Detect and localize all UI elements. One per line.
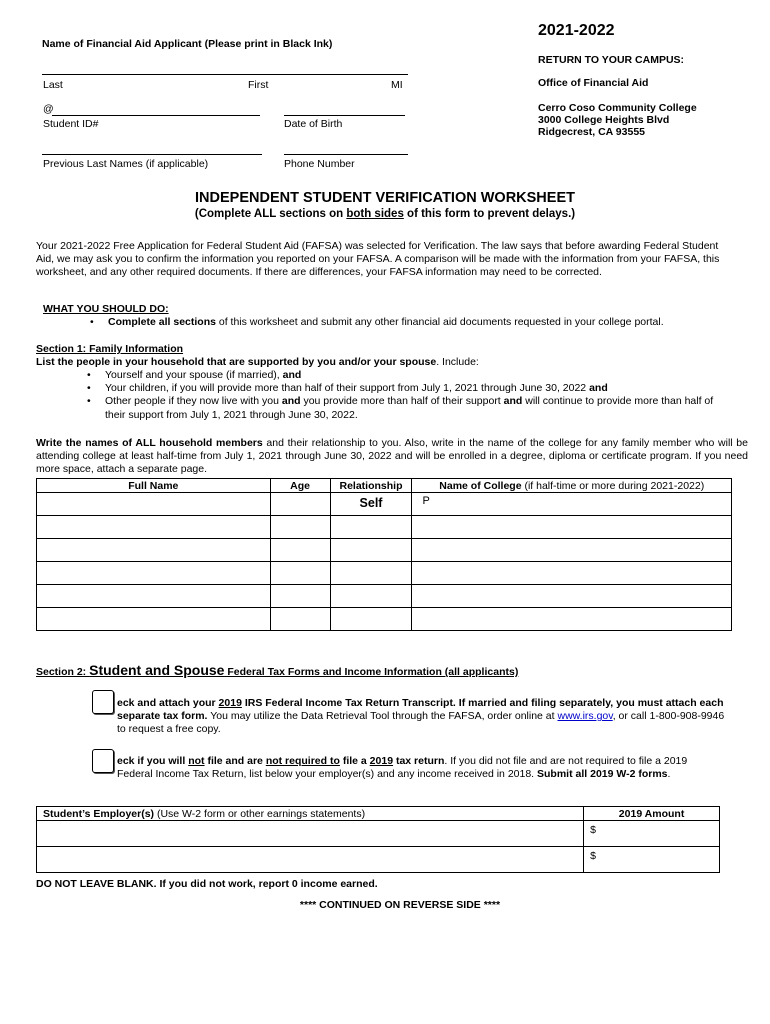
- name-cell[interactable]: [37, 585, 271, 608]
- table-row: [37, 562, 732, 585]
- worksheet-subtitle: [0, 208, 770, 220]
- non-filer-text: [117, 755, 707, 781]
- header-college-bold: Name of College: [439, 479, 522, 492]
- age-cell[interactable]: [270, 585, 330, 608]
- employer-row: [37, 847, 720, 873]
- name-field[interactable]: [42, 74, 408, 75]
- criteria-item: [105, 382, 730, 395]
- criteria-bold: and: [281, 395, 301, 408]
- criteria-bold: and: [589, 382, 608, 395]
- subtitle-pre: (Complete ALL sections on: [194, 208, 347, 220]
- header-college-rest: (if half-time or more during 2021-2022): [521, 479, 705, 492]
- what-to-do-rest: of this worksheet and submit any other financial aid documents requested in your college portal.: [215, 316, 664, 328]
- non-filer-checkbox[interactable]: [92, 749, 114, 773]
- check2-bold: file and are: [204, 755, 266, 767]
- what-to-do-bold: Complete all sections: [108, 316, 216, 328]
- what-to-do-item: [108, 316, 728, 329]
- return-label: RETURN TO YOUR CAMPUS:: [538, 54, 685, 66]
- previous-names-label: Previous Last Names (if applicable): [43, 158, 209, 170]
- phone-field[interactable]: [284, 154, 408, 155]
- employer-header-bold: Student’s Employer(s): [43, 807, 155, 820]
- name-cell[interactable]: [37, 608, 271, 631]
- criteria-text: Yourself and your spouse (if married),: [105, 369, 283, 381]
- college-cell[interactable]: [412, 608, 732, 631]
- subtitle-underlined: both sides: [346, 208, 404, 220]
- check1-bold: IRS Federal Income Tax Return Transcript. If married and filing separately, you must attach each separate tax form.: [117, 697, 724, 723]
- dob-label: Date of Birth: [284, 118, 343, 130]
- award-year: 2021-2022: [538, 22, 615, 39]
- section2-heading-pre: Section 2:: [36, 666, 90, 678]
- amount-header: 2019 Amount: [584, 807, 720, 821]
- section1-intro-bold: List the people in your household that are supported by you and/or your spouse: [36, 356, 437, 368]
- tax-transcript-checkbox[interactable]: [92, 690, 114, 714]
- table-row: [37, 608, 732, 631]
- college-cell[interactable]: [412, 516, 732, 539]
- relationship-cell[interactable]: [330, 585, 412, 608]
- amount-cell[interactable]: $: [584, 847, 720, 873]
- previous-names-field[interactable]: [42, 154, 262, 155]
- table-row: [37, 493, 732, 516]
- subtitle-post: of this form to prevent delays.): [403, 208, 576, 220]
- last-label: Last: [43, 79, 63, 91]
- section1-intro-rest: . Include:: [436, 356, 479, 368]
- phone-label: Phone Number: [284, 158, 355, 170]
- criteria-text: you provide more than half of their support: [300, 395, 504, 408]
- age-cell[interactable]: [270, 493, 330, 516]
- section1-heading: Section 1: Family Information: [36, 343, 184, 355]
- employer-row: [37, 821, 720, 847]
- household-instructions: [36, 437, 748, 477]
- at-sign: @: [43, 103, 54, 115]
- student-id-label: Student ID#: [43, 118, 99, 130]
- age-cell[interactable]: [270, 608, 330, 631]
- intro-paragraph: Your 2021-2022 Free Application for Federal Student Aid (FAFSA) was selected for Verification. The law says that before awarding Federal Student Aid, we may ask you to confirm the information you reported on your FAFSA. A comparison will be made with the information from your FAFSA, this worksheet, and any other required documents. If there are differences, your FAFSA information may need to be corrected.: [36, 240, 720, 279]
- employer-header-row: [37, 807, 720, 821]
- irs-link[interactable]: www.irs.gov: [557, 710, 613, 723]
- check2-underlined: 2019: [369, 755, 394, 767]
- criteria-text: Other people if they now live with you: [105, 395, 282, 408]
- student-id-field[interactable]: [52, 115, 260, 116]
- table-row: [37, 585, 732, 608]
- check2-final: Submit all 2019 W-2 forms: [537, 768, 668, 781]
- check1-rest: You may utilize the Data Retrieval Tool through the FAFSA, order online at: [207, 710, 558, 723]
- criteria-text: Your children, if you will provide more than half of their support from July 1, 2021 through June 30, 2022: [105, 382, 590, 395]
- employer-header: [37, 807, 584, 821]
- tax-transcript-text: [117, 697, 732, 737]
- name-cell[interactable]: [37, 539, 271, 562]
- table-row: [37, 516, 732, 539]
- criteria-text: will continue to provide more than half of their support from July 1, 2021 through June 30, 2022.: [105, 395, 714, 421]
- header-college: [412, 479, 732, 493]
- criteria-bold: and: [282, 369, 302, 381]
- relationship-cell[interactable]: [330, 516, 412, 539]
- relationship-cell[interactable]: [330, 562, 412, 585]
- household-instructions-bold: Write the names of ALL household members: [36, 437, 263, 449]
- header-full-name: Full Name: [37, 479, 271, 493]
- check2-bold: file a: [339, 755, 370, 767]
- age-cell[interactable]: [270, 516, 330, 539]
- first-label: First: [248, 79, 269, 91]
- check1-year: 2019: [218, 697, 242, 709]
- employer-cell[interactable]: [37, 847, 584, 873]
- campus-address: [538, 102, 697, 138]
- table-row: [37, 539, 732, 562]
- check1-end: , or call 1-800-908-9946 to request a free copy.: [117, 710, 725, 736]
- dob-field[interactable]: [284, 115, 405, 116]
- check2-underlined: not required to: [265, 755, 340, 767]
- household-instructions-rest: and their relationship to you. Also, write in the name of the college for any family member who will be attending college at least half-time from July 1, 2021 through June 30, 2022 and will be enrolled in a degree, diploma or certificate program. If you need more space, attach a separate page.: [36, 437, 748, 476]
- section2-heading-big: Student and Spouse: [89, 662, 225, 678]
- mi-label: MI: [391, 79, 403, 91]
- name-cell[interactable]: [37, 516, 271, 539]
- table-header-row: [37, 479, 732, 493]
- college-cell[interactable]: [412, 585, 732, 608]
- check2-bold: eck if you will: [117, 755, 189, 767]
- check2-dot: .: [667, 768, 671, 781]
- employer-header-rest: (Use W-2 form or other earnings statements): [154, 807, 366, 820]
- relationship-cell[interactable]: [330, 608, 412, 631]
- what-to-do-list: [108, 316, 728, 329]
- header-age: Age: [270, 479, 330, 493]
- section1-intro: [36, 356, 479, 368]
- continued-note: **** CONTINUED ON REVERSE SIDE ****: [299, 899, 501, 911]
- office-name: Office of Financial Aid: [538, 77, 649, 89]
- criteria-bold: and: [503, 395, 523, 408]
- relationship-cell: Self: [330, 493, 412, 516]
- worksheet-title: INDEPENDENT STUDENT VERIFICATION WORKSHEET: [195, 190, 575, 206]
- criteria-item: [105, 369, 730, 382]
- check2-underlined: not: [188, 755, 205, 767]
- college-cell[interactable]: P: [412, 493, 732, 516]
- age-cell[interactable]: [270, 562, 330, 585]
- amount-cell[interactable]: $: [584, 821, 720, 847]
- header-relationship: Relationship: [330, 479, 412, 493]
- section2-heading: [36, 662, 518, 678]
- address-line2: Ridgecrest, CA 93555: [538, 126, 645, 138]
- age-cell[interactable]: [270, 539, 330, 562]
- check2-bold: tax return: [393, 755, 445, 767]
- name-cell[interactable]: [37, 493, 271, 516]
- employer-table: [36, 806, 720, 873]
- college-cell[interactable]: [412, 562, 732, 585]
- college-cell[interactable]: [412, 539, 732, 562]
- section2-heading-post: Federal Tax Forms and Income Information (all applicants): [224, 666, 519, 678]
- name-cell[interactable]: [37, 562, 271, 585]
- check1-bold: eck and attach your: [117, 697, 219, 709]
- criteria-item: [105, 395, 730, 421]
- check2-rest: . If you did not file and are not required to file a 2019 Federal Income Tax Return, list below your employer(s) and any income received in 2018.: [117, 755, 688, 781]
- do-not-leave-blank: DO NOT LEAVE BLANK. If you did not work, report 0 income earned.: [36, 878, 378, 890]
- address-line1: 3000 College Heights Blvd: [538, 114, 670, 126]
- what-to-do-heading: WHAT YOU SHOULD DO:: [43, 303, 169, 315]
- employer-cell[interactable]: [37, 821, 584, 847]
- household-criteria-list: [105, 369, 730, 422]
- applicant-name-label: Name of Financial Aid Applicant (Please print in Black Ink): [42, 38, 333, 50]
- college-name: Cerro Coso Community College: [538, 102, 697, 114]
- relationship-cell[interactable]: [330, 539, 412, 562]
- household-table: [36, 478, 732, 631]
